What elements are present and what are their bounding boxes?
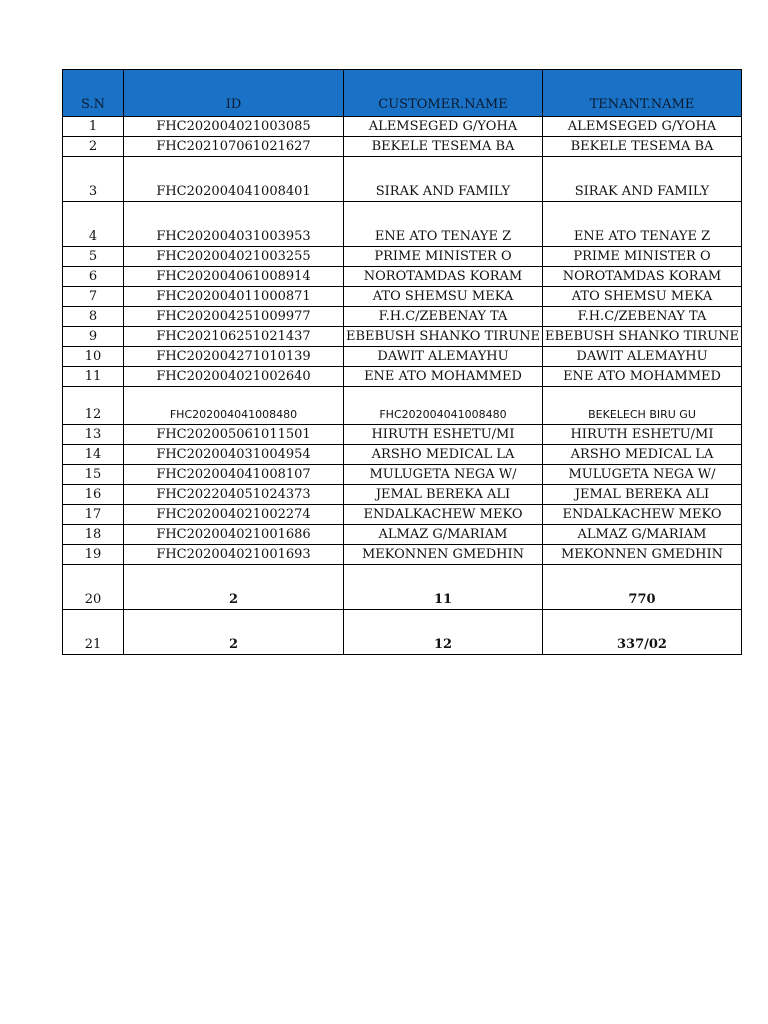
cell-id: FHC202004031004954 xyxy=(124,445,344,465)
cell-tenant-name: 770 xyxy=(543,565,742,610)
cell-id: FHC202004271010139 xyxy=(124,347,344,367)
cell-sn: 21 xyxy=(63,610,124,655)
table-row xyxy=(63,247,742,267)
table-row xyxy=(63,387,742,425)
cell-id: FHC202107061021627 xyxy=(124,137,344,157)
cell-tenant-name: ENDALKACHEW MEKO xyxy=(543,505,742,525)
cell-id: FHC202004021001693 xyxy=(124,545,344,565)
header-tenant-name: TENANT.NAME xyxy=(543,70,742,117)
cell-customer-name: ENE ATO TENAYE Z xyxy=(344,202,543,247)
cell-tenant-name: ENE ATO TENAYE Z xyxy=(543,202,742,247)
cell-customer-name: EBEBUSH SHANKO TIRUNE xyxy=(344,327,543,347)
cell-customer-name: F.H.C/ZEBENAY TA xyxy=(344,307,543,327)
cell-id: FHC202106251021437 xyxy=(124,327,344,347)
cell-id: FHC202004031003953 xyxy=(124,202,344,247)
header-customer-name: CUSTOMER.NAME xyxy=(344,70,543,117)
cell-sn: 19 xyxy=(63,545,124,565)
cell-id: FHC202004021002640 xyxy=(124,367,344,387)
cell-sn: 11 xyxy=(63,367,124,387)
cell-tenant-name: DAWIT ALEMAYHU xyxy=(543,347,742,367)
cell-sn: 14 xyxy=(63,445,124,465)
table-row xyxy=(63,307,742,327)
cell-sn: 17 xyxy=(63,505,124,525)
table-row xyxy=(63,367,742,387)
cell-sn: 3 xyxy=(63,157,124,202)
cell-tenant-name: PRIME MINISTER O xyxy=(543,247,742,267)
cell-customer-name: ENDALKACHEW MEKO xyxy=(344,505,543,525)
table-row xyxy=(63,485,742,505)
table-row xyxy=(63,525,742,545)
cell-sn: 6 xyxy=(63,267,124,287)
cell-customer-name: ATO SHEMSU MEKA xyxy=(344,287,543,307)
cell-tenant-name: 337/02 xyxy=(543,610,742,655)
table-row xyxy=(63,465,742,485)
table-row xyxy=(63,287,742,307)
table-row xyxy=(63,610,742,655)
cell-id: FHC202204051024373 xyxy=(124,485,344,505)
cell-sn: 4 xyxy=(63,202,124,247)
cell-id: FHC202004021003255 xyxy=(124,247,344,267)
cell-tenant-name: ALMAZ G/MARIAM xyxy=(543,525,742,545)
table-row xyxy=(63,505,742,525)
table-row xyxy=(63,425,742,445)
table-row xyxy=(63,202,742,247)
cell-id: FHC202004041008107 xyxy=(124,465,344,485)
cell-tenant-name: SIRAK AND FAMILY xyxy=(543,157,742,202)
table-row xyxy=(63,545,742,565)
cell-customer-name: DAWIT ALEMAYHU xyxy=(344,347,543,367)
table-row xyxy=(63,347,742,367)
cell-customer-name: ARSHO MEDICAL LA xyxy=(344,445,543,465)
cell-id: FHC202004021002274 xyxy=(124,505,344,525)
cell-id: FHC202004021001686 xyxy=(124,525,344,545)
cell-tenant-name: HIRUTH ESHETU/MI xyxy=(543,425,742,445)
cell-sn: 16 xyxy=(63,485,124,505)
cell-id: FHC202005061011501 xyxy=(124,425,344,445)
cell-sn: 9 xyxy=(63,327,124,347)
cell-tenant-name: BEKELE TESEMA BA xyxy=(543,137,742,157)
cell-customer-name: BEKELE TESEMA BA xyxy=(344,137,543,157)
cell-sn: 1 xyxy=(63,117,124,137)
table-row xyxy=(63,157,742,202)
cell-customer-name: ALMAZ G/MARIAM xyxy=(344,525,543,545)
header-row xyxy=(63,70,742,117)
cell-tenant-name: F.H.C/ZEBENAY TA xyxy=(543,307,742,327)
header-sn: S.N xyxy=(63,70,124,117)
cell-id: FHC202004251009977 xyxy=(124,307,344,327)
cell-sn: 8 xyxy=(63,307,124,327)
table-row xyxy=(63,445,742,465)
table-row xyxy=(63,267,742,287)
cell-sn: 5 xyxy=(63,247,124,267)
cell-tenant-name: ENE ATO MOHAMMED xyxy=(543,367,742,387)
cell-customer-name: JEMAL BEREKA ALI xyxy=(344,485,543,505)
cell-tenant-name: NOROTAMDAS KORAM xyxy=(543,267,742,287)
table-body xyxy=(63,117,742,655)
cell-tenant-name: ATO SHEMSU MEKA xyxy=(543,287,742,307)
header-id: ID xyxy=(124,70,344,117)
cell-tenant-name: MEKONNEN GMEDHIN xyxy=(543,545,742,565)
cell-tenant-name: ALEMSEGED G/YOHA xyxy=(543,117,742,137)
cell-id: 2 xyxy=(124,610,344,655)
cell-sn: 20 xyxy=(63,565,124,610)
cell-tenant-name: JEMAL BEREKA ALI xyxy=(543,485,742,505)
table-row xyxy=(63,565,742,610)
cell-id: 2 xyxy=(124,565,344,610)
cell-customer-name: ALEMSEGED G/YOHA xyxy=(344,117,543,137)
cell-sn: 12 xyxy=(63,387,124,425)
cell-tenant-name: ARSHO MEDICAL LA xyxy=(543,445,742,465)
cell-customer-name: PRIME MINISTER O xyxy=(344,247,543,267)
cell-customer-name: HIRUTH ESHETU/MI xyxy=(344,425,543,445)
cell-id: FHC202004011000871 xyxy=(124,287,344,307)
cell-sn: 18 xyxy=(63,525,124,545)
table-row xyxy=(63,117,742,137)
cell-tenant-name: MULUGETA NEGA W/ xyxy=(543,465,742,485)
cell-tenant-name: BEKELECH BIRU GU xyxy=(543,387,742,425)
cell-tenant-name: EBEBUSH SHANKO TIRUNE xyxy=(543,327,742,347)
cell-id: FHC202004021003085 xyxy=(124,117,344,137)
cell-sn: 7 xyxy=(63,287,124,307)
cell-sn: 15 xyxy=(63,465,124,485)
cell-sn: 13 xyxy=(63,425,124,445)
table-row xyxy=(63,327,742,347)
cell-sn: 2 xyxy=(63,137,124,157)
cell-customer-name: SIRAK AND FAMILY xyxy=(344,157,543,202)
cell-sn: 10 xyxy=(63,347,124,367)
cell-customer-name: MEKONNEN GMEDHIN xyxy=(344,545,543,565)
cell-id: FHC202004041008480 xyxy=(124,387,344,425)
cell-customer-name: NOROTAMDAS KORAM xyxy=(344,267,543,287)
cell-customer-name: 11 xyxy=(344,565,543,610)
cell-customer-name: MULUGETA NEGA W/ xyxy=(344,465,543,485)
cell-customer-name: FHC202004041008480 xyxy=(344,387,543,425)
table-row xyxy=(63,137,742,157)
cell-customer-name: 12 xyxy=(344,610,543,655)
cell-customer-name: ENE ATO MOHAMMED xyxy=(344,367,543,387)
cell-id: FHC202004041008401 xyxy=(124,157,344,202)
cell-id: FHC202004061008914 xyxy=(124,267,344,287)
customer-table xyxy=(62,69,742,655)
